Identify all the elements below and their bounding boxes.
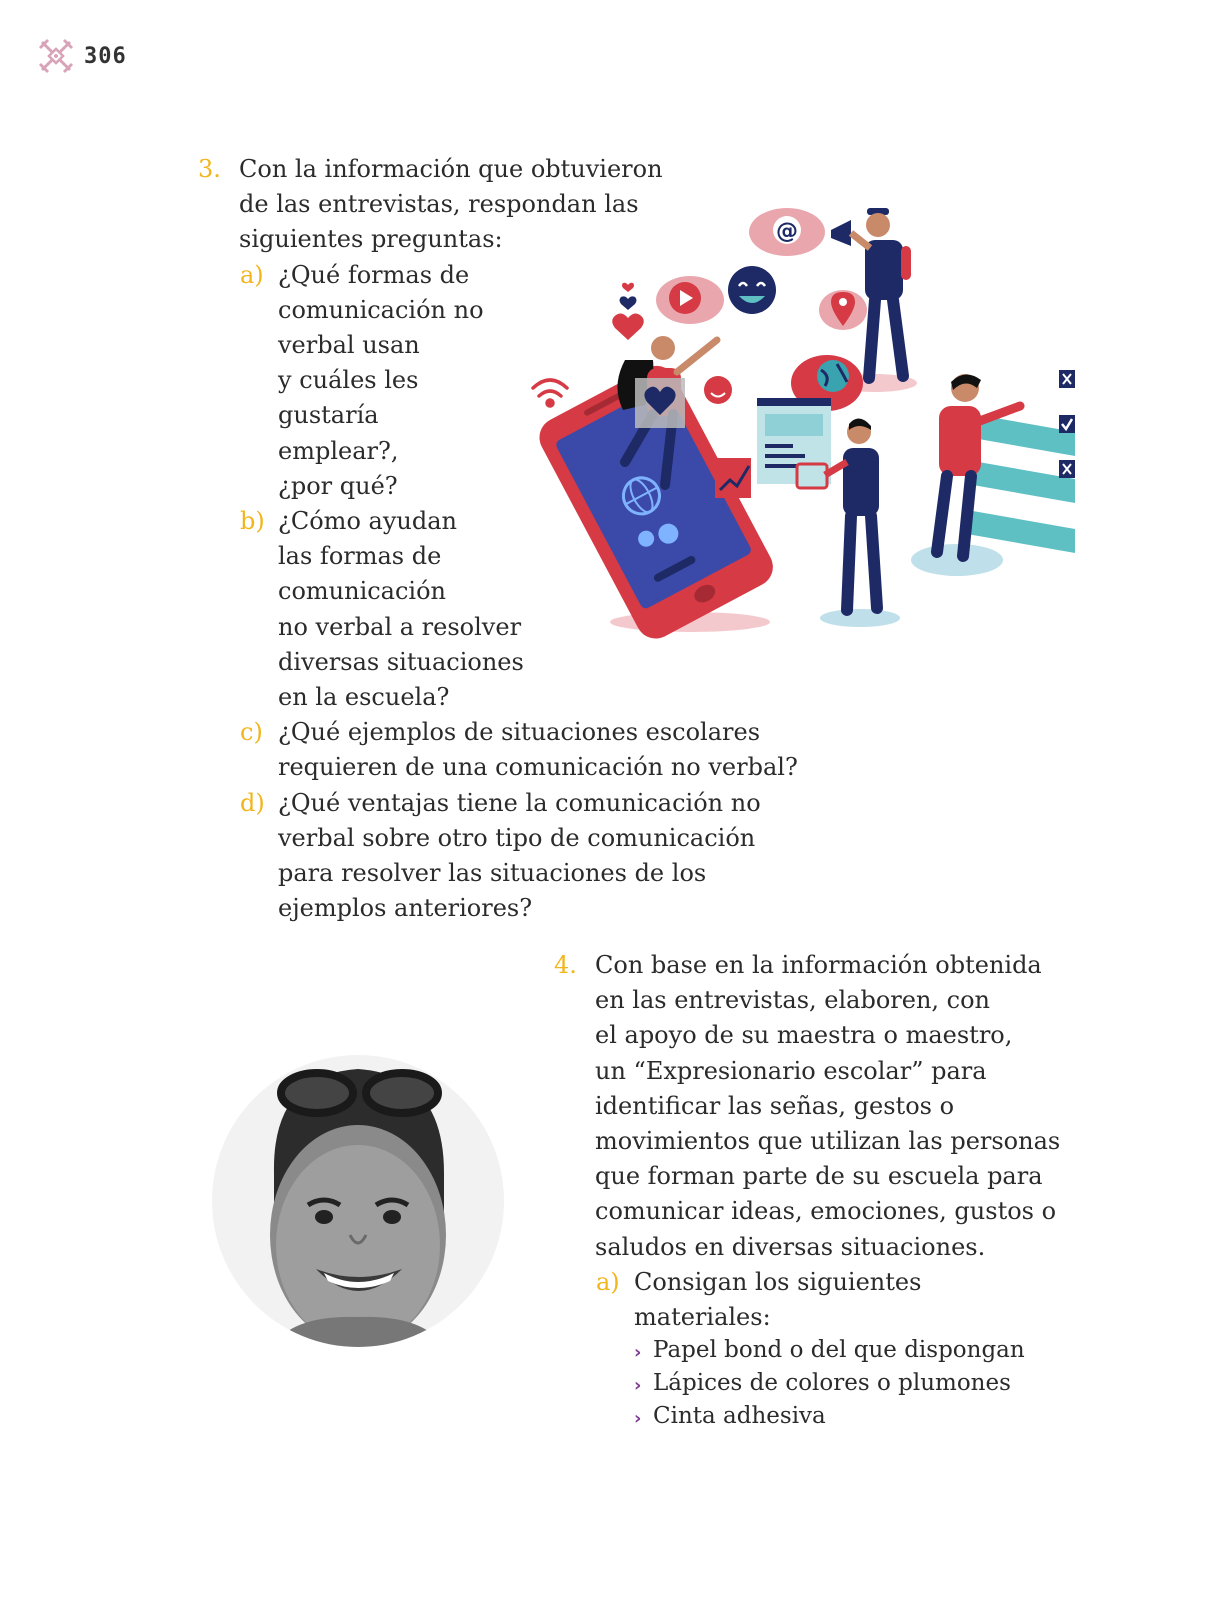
text-line: Consigan los siguientes: [634, 1267, 922, 1296]
play-icon: [656, 276, 724, 324]
page-number: 306: [84, 43, 127, 69]
text-line: ejemplos anteriores?: [278, 894, 533, 923]
text-line: ¿Qué formas de: [278, 260, 470, 289]
page-header: [38, 38, 127, 74]
question-3c: [198, 715, 798, 785]
wifi-icon: [533, 380, 567, 406]
material-label: Lápices de colores o plumones: [653, 1370, 1011, 1397]
communication-illustration: [525, 200, 1085, 640]
text-line: ¿Cómo ayudan: [278, 507, 457, 536]
material-label: Papel bond o del que dispongan: [653, 1337, 1025, 1364]
text-line: comunicar ideas, emociones, gustos o: [595, 1197, 1057, 1226]
question-4a: [554, 1265, 1060, 1335]
chevron-right-icon: ›: [634, 1375, 642, 1397]
text-line: comunicación: [278, 577, 447, 606]
text-line: las formas de: [278, 542, 442, 571]
text-line: verbal usan: [278, 331, 420, 360]
item-letter: c): [240, 718, 263, 747]
question-4: [554, 948, 1060, 1434]
materials-list-item: [596, 1335, 1060, 1368]
item-letter: d): [240, 788, 265, 817]
text-line: diversas situaciones: [278, 647, 524, 676]
smiley-icon: [728, 266, 776, 314]
material-label: Cinta adhesiva: [653, 1403, 826, 1430]
materials-list-item: [596, 1368, 1060, 1401]
ground-shadow: [820, 609, 900, 627]
text-line: un “Expresionario escolar” para: [595, 1056, 987, 1085]
chevron-right-icon: ›: [634, 1342, 642, 1364]
ground-shadow: [911, 544, 1003, 576]
girl-portrait: [212, 1055, 504, 1347]
text-line: emplear?,: [278, 436, 399, 465]
question-intro: [554, 948, 1060, 1265]
chart-card-icon: [715, 458, 751, 498]
text-line: Con la información que obtuvieron: [239, 155, 663, 183]
at-sign-icon: [749, 208, 825, 256]
location-pin-icon: [819, 290, 867, 330]
text-line: en las entrevistas, elaboren, con: [595, 986, 991, 1015]
question-number: 3.: [198, 155, 221, 183]
text-line: identificar las señas, gestos o: [595, 1091, 955, 1120]
text-line: comunicación no: [278, 295, 484, 324]
text-line: siguientes preguntas:: [239, 225, 503, 254]
question-number: 4.: [554, 951, 577, 979]
item-letter: a): [240, 260, 264, 289]
text-line: saludos en diversas situaciones.: [595, 1232, 986, 1261]
item-letter: b): [240, 507, 265, 536]
text-line: Con base en la información obtenida: [595, 951, 1042, 979]
materials-list-item: [596, 1401, 1060, 1434]
text-line: en la escuela?: [278, 683, 450, 712]
text-line: ¿por qué?: [278, 471, 398, 500]
text-line: gustaría: [278, 401, 379, 430]
heart-icon: [612, 314, 644, 340]
chevron-right-icon: ›: [634, 1408, 642, 1430]
text-line: ¿Qué ejemplos de situaciones escolares: [278, 718, 761, 747]
text-line: requieren de una comunicación no verbal?: [278, 753, 798, 782]
text-line: materiales:: [634, 1303, 771, 1332]
small-smiley-icon: [704, 376, 732, 404]
text-line: no verbal a resolver: [278, 612, 522, 641]
text-line: verbal sobre otro tipo de comunicación: [278, 823, 756, 852]
text-line: el apoyo de su maestra o maestro,: [595, 1021, 1013, 1050]
text-line: para resolver las situaciones de los: [278, 859, 707, 888]
text-line: de las entrevistas, respondan las: [239, 190, 639, 219]
text-line: movimientos que utilizan las personas: [595, 1127, 1061, 1156]
item-letter: a): [596, 1267, 620, 1296]
text-line: ¿Qué ventajas tiene la comunicación no: [278, 788, 761, 817]
heart-icon: [622, 283, 634, 292]
ornament-logo-icon: [38, 38, 74, 74]
svg-text:@: @: [776, 219, 798, 244]
question-3d: [198, 786, 798, 927]
text-line: y cuáles les: [278, 366, 419, 395]
heart-icon: [620, 296, 637, 310]
text-line: que forman parte de su escuela para: [595, 1162, 1043, 1191]
